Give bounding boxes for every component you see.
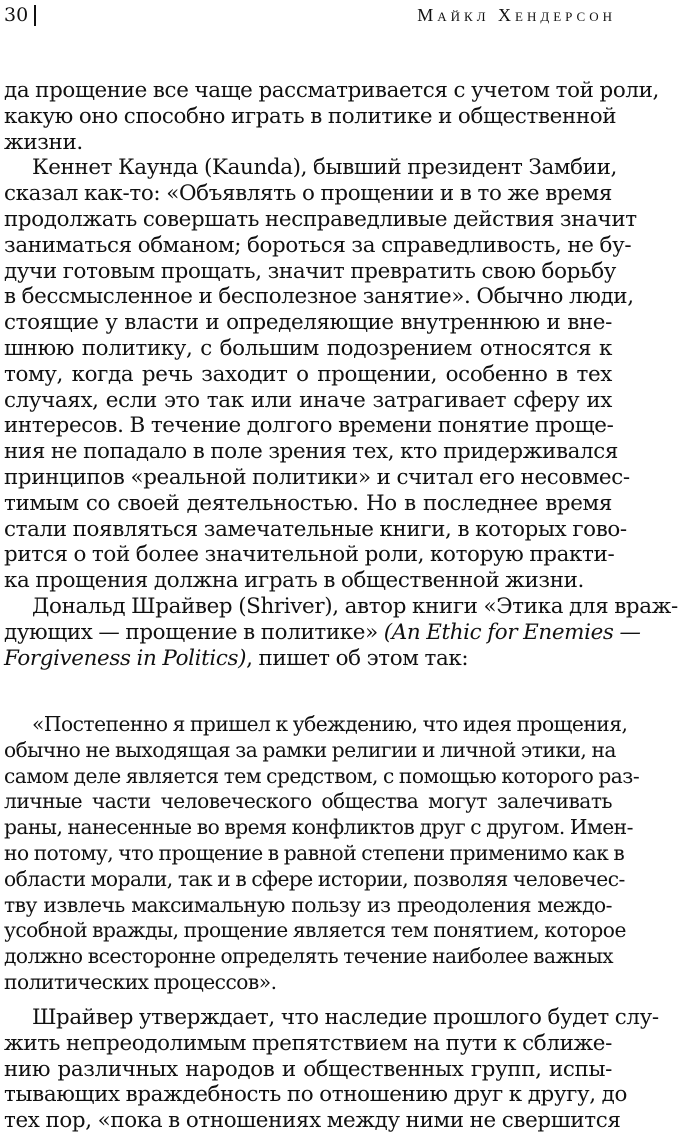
text-line: рится о той более значительной роли, которую практи- [4, 542, 615, 568]
text-line: ка прощения должна играть в общественной жизни. [4, 568, 584, 594]
body-section-3 [4, 1005, 659, 1134]
header-divider [34, 5, 36, 26]
quote-line: раны, нанесенные во время конфликтов друг с другом. Имен- [4, 815, 633, 840]
running-title: Майкл Хендерсон [417, 4, 616, 25]
text-line: в бессмысленное и бесполезное занятие». Обычно люди, [4, 284, 634, 310]
text-line: шнюю политику, с большим подозрением относятся к [4, 335, 612, 361]
quote-line: политических процессов». [4, 969, 277, 994]
quote-line: усобной вражды, прощение является тем понятием, которое [4, 918, 626, 943]
quote-line: обычно не выходящая за рамки религии и личной этики, на [4, 737, 616, 762]
page-header [4, 2, 616, 28]
block-quote [4, 712, 640, 996]
text-line-mixed [4, 619, 641, 646]
header-left [4, 4, 36, 26]
text-line: тывающих враждебность по отношению друг к другу, до [4, 1082, 627, 1108]
text-line: ния не попадало в поле зрения тех, кто придерживался [4, 439, 619, 465]
text-line: нию различных народов и общественных групп, испы- [4, 1056, 612, 1082]
text-line: принципов «реальной политики» и считал его несовмес- [4, 464, 630, 490]
text-line: дучи готовым прощать, значит превратить свою борьбу [4, 258, 617, 284]
quote-line: самом деле является тем средством, с помощью которого раз- [4, 763, 640, 788]
text-line: стоящие у власти и определяющие внутреннюю и вне- [4, 310, 612, 336]
text-line: продолжать совершать несправедливые действия значит [4, 206, 637, 232]
text-line: интересов. В течение долгого времени понятие проще- [4, 413, 614, 439]
text-line: сказал как-то: «Объявлять о прощении и в то же время [4, 181, 612, 207]
page-number: 30 [4, 4, 29, 26]
text-line: да прощение все чаще рассматривается с учетом той роли, [4, 78, 659, 103]
book-title-italic: (An Ethic for Enemies — [383, 619, 641, 645]
text-line: заниматься обманом; бороться за справедливость, не бу- [4, 232, 632, 258]
quote-line: должно всесторонне определять течение наиболее важных [4, 944, 614, 969]
text-line: тому, когда речь заходит о прощении, особенно в тех [4, 361, 612, 387]
quote-line: «Постепенно я пришел к убеждению, что идея прощения, [32, 712, 628, 736]
text-line: какую оно способно играть в политике и общественной [4, 103, 617, 129]
quote-line: области морали, так и в сфере истории, позволяя человечес- [4, 866, 625, 891]
quote-line: личные части человеческого общества могут залечивать [4, 789, 612, 814]
text-line: Дональд Шрайвер (Shriver), автор книги «Этика для враж- [32, 593, 678, 619]
body-section-1 [4, 78, 678, 671]
text-line: Шрайвер утверждает, что наследие прошлого будет слу- [32, 1005, 659, 1030]
text-line: стали появляться замечательные книги, в которых гово- [4, 516, 627, 542]
text-line-mixed [4, 646, 612, 672]
quote-line: но потому, что прощение в равной степени применимо как в [4, 840, 625, 865]
text-line: случаях, если это так или иначе затрагивает сферу их [4, 387, 612, 413]
quote-line: тву извлечь максимальную пользу из преодоления междо- [4, 892, 612, 917]
text-line: тех пор, «пока в отношениях между ними не свершится [4, 1108, 621, 1134]
text-line: жизни. [4, 129, 83, 155]
text-run: , пишет об этом так: [246, 645, 469, 671]
book-title-italic: Forgiveness in Politics) [4, 645, 247, 671]
text-run: дующих — прощение в политике» [4, 619, 378, 645]
text-line: тимым со своей деятельностью. Но в последнее время [4, 490, 612, 516]
text-line: жить непреодолимым препятствием на пути к сближе- [4, 1030, 612, 1056]
text-line: Кеннет Каунда (Kaunda), бывший президент Замбии, [32, 155, 617, 181]
